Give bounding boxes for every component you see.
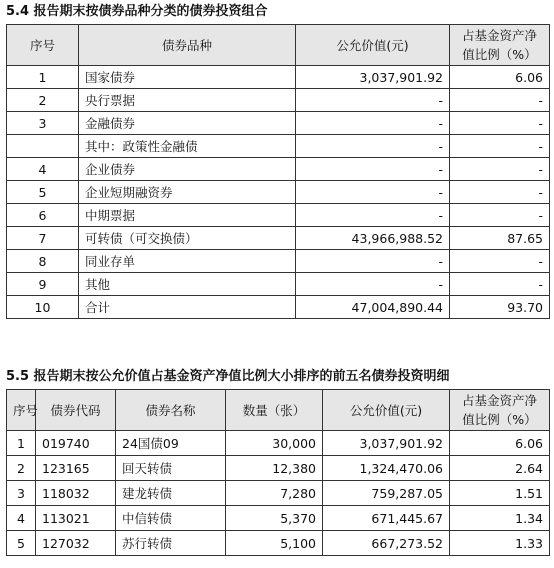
cell-nav-ratio: - [450,250,550,273]
table-row [7,250,550,273]
table-row [7,181,550,204]
table-row [7,273,550,296]
table-row [7,89,550,112]
cell-nav-ratio: - [450,89,550,112]
cell-nav-ratio: - [450,112,550,135]
cell-quantity: 5,100 [226,531,323,556]
cell-bond-name: 回天转债 [116,456,226,481]
cell-fair-value: - [296,204,450,227]
cell-bond-type: 金融债券 [79,112,296,135]
cell-bond-type: 其中：政策性金融债 [79,135,296,158]
header-fair-value: 公允价值(元) [296,25,450,66]
cell-no: 1 [7,431,36,456]
cell-fair-value: 667,273.52 [323,531,450,556]
cell-no: 3 [7,481,36,506]
cell-no: 4 [7,506,36,531]
cell-no: 7 [7,227,79,250]
header-bond-type: 债券品种 [79,25,296,66]
cell-nav-ratio: 2.64 [450,456,550,481]
cell-nav-ratio: - [450,135,550,158]
cell-bond-name: 24国债09 [116,431,226,456]
cell-bond-type: 企业短期融资券 [79,181,296,204]
top5-bond-table [6,389,550,556]
header-nav-ratio: 占基金资产净值比例（%） [450,390,550,431]
cell-fair-value: 47,004,890.44 [296,296,450,319]
cell-bond-type: 其他 [79,273,296,296]
cell-bond-name: 建龙转债 [116,481,226,506]
cell-fair-value: 1,324,470.06 [323,456,450,481]
cell-fair-value: - [296,89,450,112]
table-row [7,531,550,556]
cell-nav-ratio: 87.65 [450,227,550,250]
header-nav-ratio: 占基金资产净值比例（%） [450,25,550,66]
cell-fair-value: 759,287.05 [323,481,450,506]
table-row [7,296,550,319]
header-fair-value: 公允价值(元) [323,390,450,431]
cell-bond-type: 中期票据 [79,204,296,227]
cell-nav-ratio: - [450,181,550,204]
cell-fair-value: - [296,135,450,158]
cell-bond-type: 央行票据 [79,89,296,112]
cell-quantity: 7,280 [226,481,323,506]
table-row [7,112,550,135]
cell-quantity: 12,380 [226,456,323,481]
cell-fair-value: - [296,181,450,204]
cell-no: 3 [7,112,79,135]
table-row [7,431,550,456]
cell-bond-type: 企业债券 [79,158,296,181]
cell-bond-code: 113021 [36,506,116,531]
cell-no: 5 [7,181,79,204]
cell-fair-value: - [296,158,450,181]
cell-no: 1 [7,66,79,89]
cell-fair-value: - [296,250,450,273]
cell-fair-value: 43,966,988.52 [296,227,450,250]
cell-no: 5 [7,531,36,556]
table-row [7,135,550,158]
cell-nav-ratio: 1.33 [450,531,550,556]
cell-fair-value: 3,037,901.92 [323,431,450,456]
table-row [7,481,550,506]
header-no: 序号 [7,25,79,66]
cell-fair-value: - [296,112,450,135]
bond-category-table [6,24,550,319]
cell-nav-ratio: - [450,273,550,296]
header-quantity: 数量（张） [226,390,323,431]
cell-no: 10 [7,296,79,319]
cell-nav-ratio: 6.06 [450,431,550,456]
cell-bond-type: 同业存单 [79,250,296,273]
cell-bond-name: 苏行转债 [116,531,226,556]
header-no: 序号 [7,390,36,431]
cell-fair-value: - [296,273,450,296]
table-row [7,204,550,227]
cell-no [7,135,79,158]
cell-nav-ratio: - [450,204,550,227]
cell-quantity: 30,000 [226,431,323,456]
table-row [7,66,550,89]
table-row [7,506,550,531]
cell-nav-ratio: - [450,158,550,181]
section-5-4-title: 5.4 报告期末按债券品种分类的债券投资组合 [6,4,268,19]
table-header-row [7,25,550,66]
section-5-5-title: 5.5 报告期末按公允价值占基金资产净值比例大小排序的前五名债券投资明细 [6,369,450,384]
cell-no: 2 [7,89,79,112]
cell-fair-value: 671,445.67 [323,506,450,531]
cell-bond-type: 可转债（可交换债） [79,227,296,250]
cell-bond-type: 合计 [79,296,296,319]
cell-no: 9 [7,273,79,296]
cell-nav-ratio: 1.34 [450,506,550,531]
cell-no: 4 [7,158,79,181]
cell-no: 8 [7,250,79,273]
cell-nav-ratio: 6.06 [450,66,550,89]
cell-no: 6 [7,204,79,227]
cell-bond-type: 国家债券 [79,66,296,89]
header-bond-code: 债券代码 [36,390,116,431]
cell-fair-value: 3,037,901.92 [296,66,450,89]
cell-bond-code: 118032 [36,481,116,506]
cell-nav-ratio: 1.51 [450,481,550,506]
cell-bond-code: 127032 [36,531,116,556]
cell-bond-code: 019740 [36,431,116,456]
table-row [7,227,550,250]
cell-bond-name: 中信转债 [116,506,226,531]
table-header-row [7,390,550,431]
cell-bond-code: 123165 [36,456,116,481]
cell-no: 2 [7,456,36,481]
table-row [7,456,550,481]
table-row [7,158,550,181]
cell-quantity: 5,370 [226,506,323,531]
cell-nav-ratio: 93.70 [450,296,550,319]
header-bond-name: 债券名称 [116,390,226,431]
